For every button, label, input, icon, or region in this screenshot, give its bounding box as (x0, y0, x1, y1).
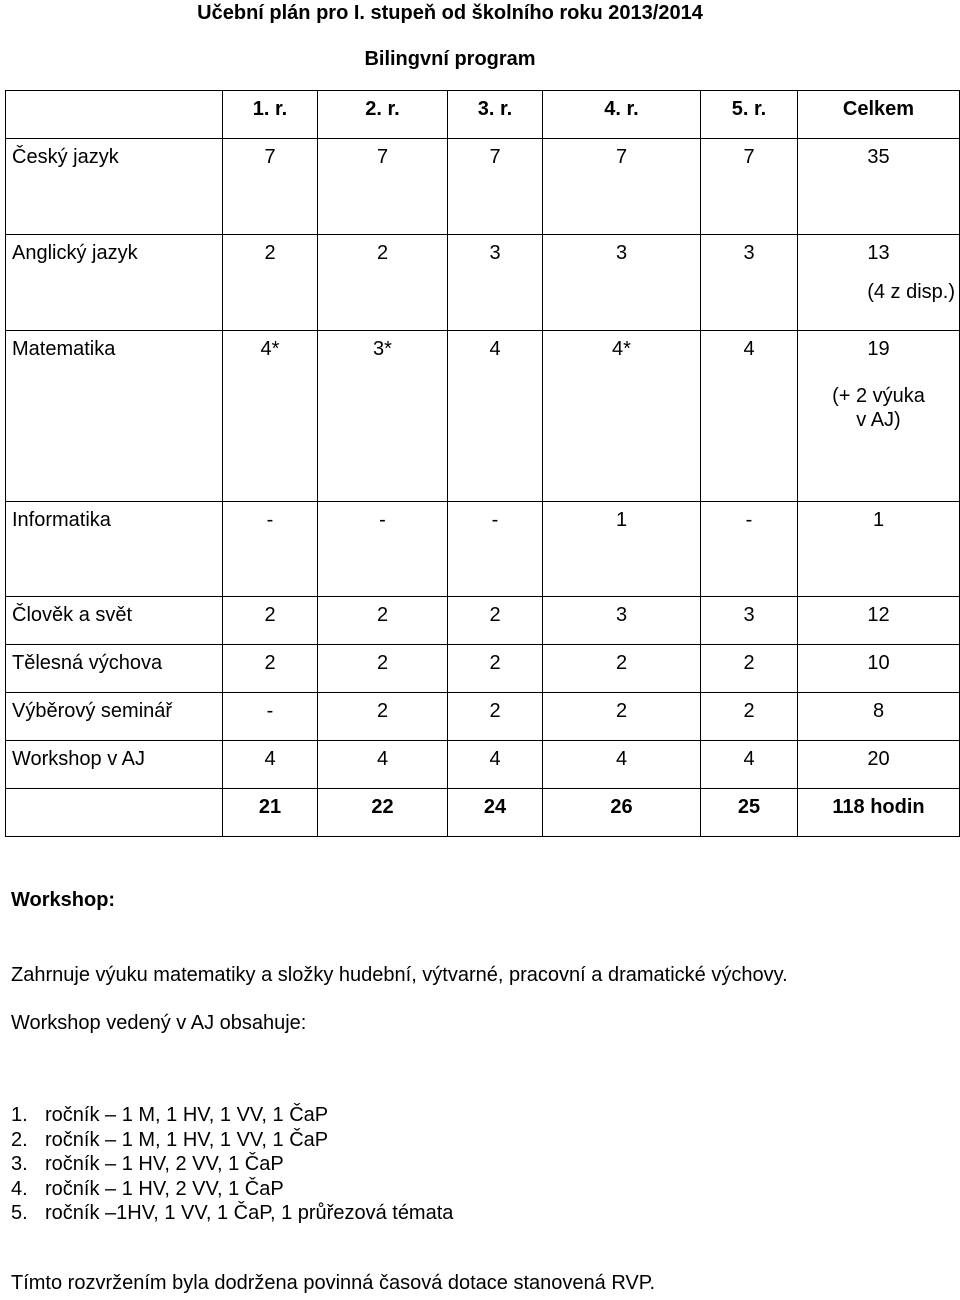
list-item-text: ročník – 1 M, 1 HV, 1 VV, 1 ČaP (45, 1104, 329, 1126)
value-cell: 4 (318, 741, 448, 789)
value-cell: 2 (223, 235, 318, 331)
value-cell: 2 (318, 235, 448, 331)
total-value: 19 (867, 338, 890, 360)
subject-cell: Český jazyk (6, 139, 223, 235)
list-item-text: ročník – 1 M, 1 HV, 1 VV, 1 ČaP (45, 1128, 329, 1151)
total-note: (4 z disp.) (867, 281, 955, 303)
table-row (6, 139, 960, 235)
header-cell-year-1: 1. r. (223, 91, 318, 139)
header-cell-year-3: 3. r. (448, 91, 543, 139)
workshop-aj-intro: Workshop vedený v AJ obsahuje: (11, 1012, 307, 1034)
total-cell: 10 (798, 645, 960, 693)
list-item (11, 1128, 453, 1153)
sum-cell: 22 (318, 789, 448, 837)
list-item (11, 1103, 453, 1128)
subject-cell: Tělesná výchova (6, 645, 223, 693)
subject-cell: Informatika (6, 502, 223, 597)
sum-cell: 25 (701, 789, 798, 837)
table-row (6, 597, 960, 645)
value-cell: - (223, 502, 318, 597)
subject-cell: Anglický jazyk (6, 235, 223, 331)
sum-cell: 21 (223, 789, 318, 837)
value-cell: 1 (543, 502, 701, 597)
workshop-description: Zahrnuje výuku matematiky a složky hudební, výtvarné, pracovní a dramatické výchovy. (11, 964, 788, 986)
value-cell: 4 (543, 741, 701, 789)
list-item-text: ročník – 1 HV, 2 VV, 1 ČaP (45, 1177, 284, 1200)
value-cell: 2 (543, 645, 701, 693)
value-cell: 3 (543, 235, 701, 331)
page-subtitle: Bilingvní program (364, 48, 536, 70)
value-cell: 4 (448, 331, 543, 502)
value-cell: 3 (701, 597, 798, 645)
total-value: 13 (867, 242, 890, 264)
grand-total-cell: 118 hodin (798, 789, 960, 837)
value-cell: - (318, 502, 448, 597)
list-item-number: 2. (11, 1128, 28, 1151)
table-row (6, 645, 960, 693)
list-item-number: 3. (11, 1153, 28, 1175)
value-cell: 4 (701, 741, 798, 789)
list-item-text: ročník – 1 HV, 2 VV, 1 ČaP (45, 1153, 284, 1175)
workshop-heading: Workshop: (11, 889, 116, 911)
value-cell: 2 (318, 645, 448, 693)
value-cell: 7 (318, 139, 448, 235)
value-cell: 3* (318, 331, 448, 502)
list-item (11, 1152, 453, 1177)
table-row (6, 235, 960, 331)
header-cell-year-4: 4. r. (543, 91, 701, 139)
subject-cell: Člověk a svět (6, 597, 223, 645)
value-cell: 4* (543, 331, 701, 502)
list-item-text: ročník –1HV, 1 VV, 1 ČaP, 1 průřezová témata (45, 1202, 454, 1224)
list-item-number: 5. (11, 1202, 28, 1224)
value-cell: 2 (448, 693, 543, 741)
list-item (11, 1201, 453, 1226)
value-cell: 2 (318, 693, 448, 741)
value-cell: 2 (543, 693, 701, 741)
table-row (6, 331, 960, 502)
total-cell: 1 (798, 502, 960, 597)
table-row (6, 502, 960, 597)
workshop-year-list (11, 1103, 453, 1226)
value-cell: 4 (223, 741, 318, 789)
table-totals-row (6, 789, 960, 837)
totals-empty-cell (6, 789, 223, 837)
curriculum-table (5, 90, 960, 837)
list-item-number: 4. (11, 1177, 28, 1200)
value-cell: 2 (448, 645, 543, 693)
table-row (6, 693, 960, 741)
value-cell: 4 (448, 741, 543, 789)
table-header-row (6, 91, 960, 139)
value-cell: 7 (448, 139, 543, 235)
total-cell: 20 (798, 741, 960, 789)
value-cell: 7 (223, 139, 318, 235)
header-empty-cell (6, 91, 223, 139)
sum-cell: 26 (543, 789, 701, 837)
table-row (6, 741, 960, 789)
value-cell: 3 (448, 235, 543, 331)
footer-note: Tímto rozvržením byla dodržena povinná časová dotace stanovená RVP. (11, 1272, 656, 1294)
value-cell: 4* (223, 331, 318, 502)
value-cell: 2 (701, 645, 798, 693)
subject-cell: Matematika (6, 331, 223, 502)
value-cell: - (448, 502, 543, 597)
value-cell: 2 (701, 693, 798, 741)
total-cell: 8 (798, 693, 960, 741)
total-cell: 12 (798, 597, 960, 645)
list-item (11, 1177, 453, 1202)
value-cell: 3 (543, 597, 701, 645)
header-cell-total: Celkem (798, 91, 960, 139)
total-note: (+ 2 výuka v AJ) (832, 385, 925, 431)
subject-cell: Workshop v AJ (6, 741, 223, 789)
page-title: Učební plán pro I. stupeň od školního roku 2013/2014 (197, 2, 703, 24)
value-cell: 2 (318, 597, 448, 645)
value-cell: 2 (448, 597, 543, 645)
value-cell: 2 (223, 645, 318, 693)
value-cell: 3 (701, 235, 798, 331)
sum-cell: 24 (448, 789, 543, 837)
value-cell: 7 (701, 139, 798, 235)
total-cell (798, 235, 960, 331)
value-cell: 4 (701, 331, 798, 502)
header-cell-year-5: 5. r. (701, 91, 798, 139)
value-cell: 7 (543, 139, 701, 235)
total-cell: 35 (798, 139, 960, 235)
value-cell: - (701, 502, 798, 597)
value-cell: - (223, 693, 318, 741)
list-item-number: 1. (11, 1104, 28, 1126)
subject-cell: Výběrový seminář (6, 693, 223, 741)
total-cell (798, 331, 960, 502)
header-cell-year-2: 2. r. (318, 91, 448, 139)
value-cell: 2 (223, 597, 318, 645)
